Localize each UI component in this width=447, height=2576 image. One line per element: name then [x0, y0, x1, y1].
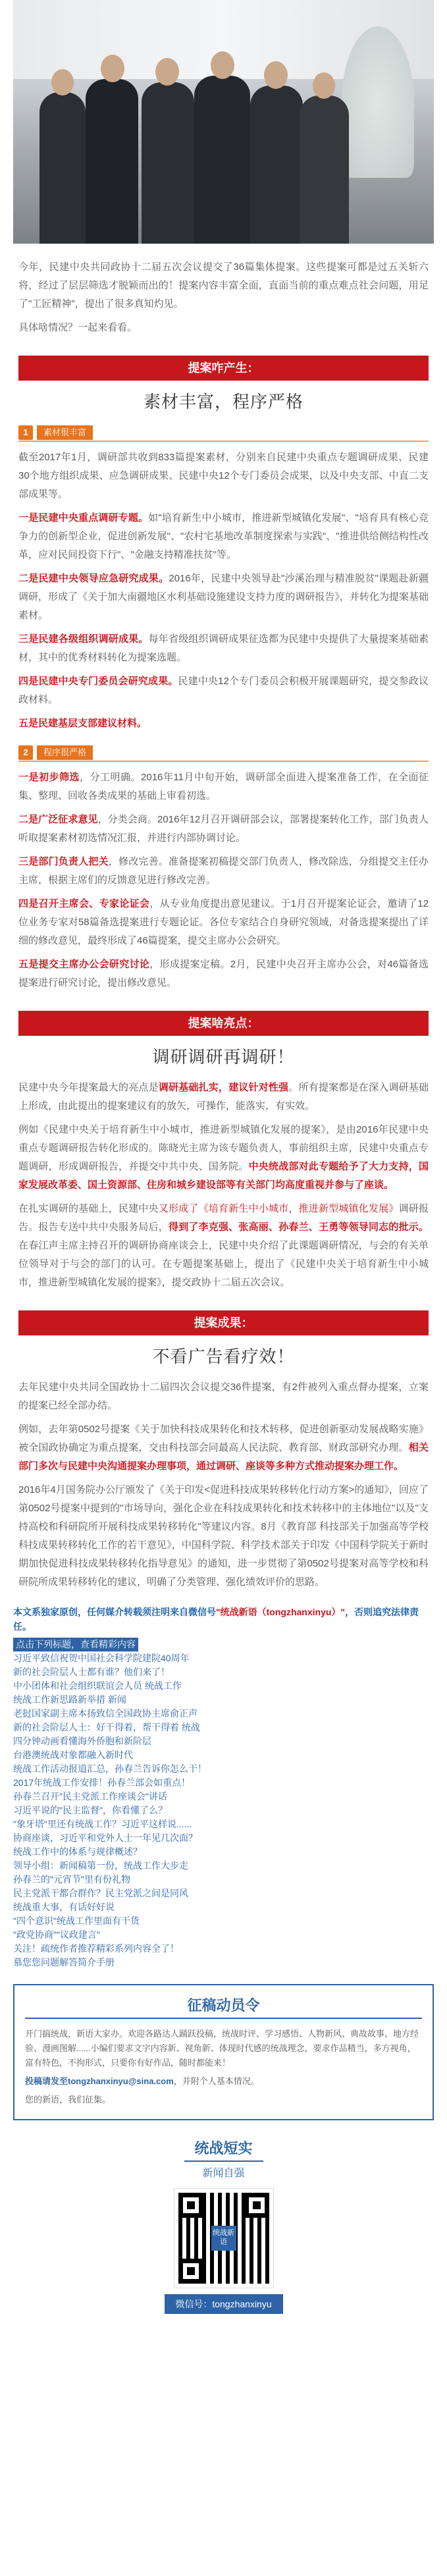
submission-email: 投稿请发至tongzhanxinyu@sina.com，并附个人基本情况。 — [25, 2076, 259, 2086]
related-link[interactable]: 孙春兰召开"民主党派工作座谈会"讲话 — [13, 1791, 167, 1802]
procedure-step: 一是初步筛选，分工明确。2016年11月中旬开始，调研部全面进入提案准备工作，在全面征集、整理、回收各类成果的基础上审看初选。 — [18, 772, 429, 801]
related-link[interactable]: 中小团体和社会组织联谊会人员 统战工作 — [13, 1680, 182, 1691]
divider — [25, 2018, 422, 2019]
related-link[interactable]: 慕您您问题解答简介手册 — [13, 1957, 115, 1968]
related-link[interactable]: 台港澳统战对象都融入新时代 — [13, 1750, 133, 1760]
related-link[interactable]: 关注！疏统作者推荐精彩系列内容全了！ — [13, 1943, 179, 1954]
section-subtitle-origin: 素材丰富，程序严格 — [143, 392, 303, 412]
tag-label: 素材很丰富 — [37, 425, 93, 440]
footer-brand — [0, 2137, 447, 2180]
material-item: 二是民建中央领导应急研究成果。2016年，民建中央领导赴"沙溪治理与精准脱贫"课题赴新疆调研，形成了《关于加大南疆地区水利基础设施建设支持力度的调研报告》，并转化为提案基础素材。 — [18, 573, 429, 621]
intro-paragraph: 今年，民建中央共同政协十二届五次会议提交了36篇集体提案。这些提案可都是过五关斩六将，经过了层层筛选才脱颖而出的！提案内容丰富全面，直面当前的重点难点社会问题，用足了"工匠精神"，提出了很多真知灼见。 — [18, 261, 429, 309]
submission-closing: 您的新语，我们征集。 — [25, 2095, 111, 2105]
related-link[interactable]: "政党协商""议政建言" — [13, 1929, 100, 1940]
hero-photo — [13, 0, 434, 244]
qr-finder-icon — [178, 2259, 203, 2284]
related-link[interactable]: 统战工作中的体系与规律概述？ — [13, 1846, 142, 1857]
material-item: 四是民建中央专门委员会研究成果。民建中央12个专门委员会积极开展课题研究，提交参政议政材料。 — [18, 676, 429, 705]
brand-slogan: 新闻自强 — [202, 2168, 245, 2179]
related-link[interactable]: 协商座谈，习近平和党外人士一年见几次面？ — [13, 1833, 197, 1843]
tag-procedure — [18, 745, 429, 762]
related-link[interactable]: 领导小组：新闻稿第一份，统战工作大步走 — [13, 1860, 188, 1871]
tag-number: 1 — [18, 425, 33, 440]
related-link[interactable]: 老挝国家副主席本扬致信全国政协主席俞正声 — [13, 1708, 197, 1719]
intro-lead: 具体啥情况？一起来看看。 — [18, 322, 138, 333]
related-link[interactable]: 2017年统战工作安排！孙春兰部会如重点！ — [13, 1777, 191, 1788]
brand-name: 统战短实 — [194, 2140, 253, 2157]
related-link[interactable]: 孙春兰的"元宵节"里有份礼物 — [13, 1874, 130, 1885]
qr-finder-icon — [244, 2193, 269, 2218]
highlight-paragraph: 在扎实调研的基础上，民建中央又形成了《培育新生中小城市，推进新型城镇化发展》调研报告。报告专送中共中央服务局后，得到了李克强、张高丽、孙春兰、王勇等领导同志的批示。在春江声主席主持召开的调研协商座谈会上，民建中央介绍了此课题调研情况，与会的有关单位领导对于与会的部门的认可。在专题提案基础上，提出了《民建中央关于培育新生中小城市，推进新型城镇化发展的提案》，提交政协十二届五次会议。 — [18, 1203, 429, 1288]
procedure-step: 三是部门负责人把关，修改完善。准备提案初稿提交部门负责人，修改除选，分组提交主任办主席，根据主席们的反馈意见进行修改完善。 — [18, 856, 429, 886]
tag-number: 2 — [18, 745, 33, 760]
results-paragraph: 2016年4月国务院办公厅颁发了《关于印发<促进科技成果转移转化行动方案>的通知》，回应了第0502号提案中提到的"市场导向，强化企业在科技成果转化和技术转移中的主体地位"以及"支持高校和科研院所开展科技成果转移转化"等建议内容。8月《教育部 科技部关于加强高等学校科技成果转移转化工作的若干意见》，中国科学院、科学技术部关于印发《中国科学院关于新时期加快促进科技成果转移转化指导意见》的通知，进一步贯彻了第0502号提案对高等学校和科研院所成果转移转化的建议，明确了分类管理、强化绩效评价的思路。 — [18, 1484, 429, 1588]
submission-text: 开门搞统战，新语大家办。欢迎各路达人踊跃投稿，统战时评、学习感悟、人物新风、典故故事、地方经验、漫画图解......小编们要求文字内容新、视角新、体现时代感的统战理念，要求作品精当，多方视角，富有特色，不拘形式，只要你有好作品，随时都能来！ — [25, 2029, 419, 2068]
related-link[interactable]: 四分钟动画看懂海外侨胞和新阶层 — [13, 1736, 151, 1746]
results-paragraph: 例如，去年第0502号提案《关于加快科技成果转化和技术转移，促进创新驱动发展战略实施》被全国政协确定为重点提案，交由科技部会同最高人民法院、教育部、财政部研究办理。相关部门多次与民建中央沟通提案办理事项，通过调研、座谈等多种方式推动提案办理工作。 — [18, 1424, 429, 1472]
qr-code[interactable] — [174, 2189, 273, 2288]
section-banner-origin: 提案咋产生： — [18, 356, 429, 381]
material-item: 一是民建中央重点调研专题。如"培育新生中小城市，推进新型城镇化发展"、"培育具有核心竞争力的创新型企业，促进创新发展"、"农村宅基地改革制度探索与实践"、"推进供给侧结构性改革，应对民间投资下行"、"金融支持精准扶贫"等。 — [18, 512, 429, 560]
related-links-header: 点击下列标题，查看精彩内容 — [13, 1638, 138, 1651]
related-link[interactable]: 习近平致信祝贺中国社会科学院建院40周年 — [13, 1653, 190, 1663]
submission-title: 征稿动员令 — [187, 1997, 260, 2014]
material-item: 三是民建各级组织调研成果。每年省级组织调研成果征选都为民建中央提供了大量提案基础素材，其中的优秀材料转化为提案选题。 — [18, 633, 429, 663]
related-link[interactable]: 民主党派干都合群作？民主党派之间是同风 — [13, 1888, 188, 1898]
related-links — [13, 1638, 434, 1970]
material-summary: 截至2017年1月，调研部共收到833篇提案素材，分别来自民建中央重点专题调研成果、民建30个地方组织成果、应急调研成果、民建中央12个专门委员会成果，以及中央支部、中直二支部成果等。 — [18, 452, 429, 500]
related-link[interactable]: "四个意识"统战工作里面有干货 — [13, 1916, 140, 1926]
related-link[interactable]: 新的社会阶层人士都有谁？他们来了！ — [13, 1667, 170, 1677]
email-link[interactable]: tongzhanxinyu@sina.com — [68, 2076, 174, 2086]
section-banner-results: 提案成果： — [18, 1310, 429, 1335]
submission-call — [13, 1984, 434, 2120]
related-link[interactable]: 习近平说的"民主监督"，你看懂了么？ — [13, 1805, 167, 1815]
results-paragraph: 去年民建中央共同全国政协十二届四次会议提交36件提案，有2件被列入重点督办提案，立案的提案已经全部办结。 — [18, 1382, 429, 1411]
divider — [184, 2160, 263, 2162]
procedure-step: 五是提交主席办公会研究讨论，形成提案定稿。2月，民建中央召开主席办公会，对46篇备选提案进行研究讨论，提出修改意见。 — [18, 959, 429, 988]
wechat-id-badge: 微信号：tongzhanxinyu — [165, 2294, 283, 2314]
section-subtitle-results: 不看广告看疗效！ — [152, 1347, 295, 1366]
related-link[interactable]: 统战重大事，有话好好说 — [13, 1902, 115, 1912]
procedure-step: 二是广泛征求意见，分类会商。2016年12月召开调研部会议，部署提案转化工作，部门负责人听取提案素材初选情况汇报，并进行内部协调讨论。 — [18, 814, 429, 844]
highlight-paragraph: 例如《民建中央关于培育新生中小城市，推进新型城镇化发展的提案》，是由2016年民建中央重点专题调研报告转化形成的。陈晓光主席为该专题负责人，事前组织主席，民建中央重点专题调研，形成调研报告，并提交中共中央、国务院。中央统战部对此专题给予了大力支持，国家发展改革委、国土资源部、住房和城乡建设部等有关部门均高度重视并参与了座谈。 — [18, 1124, 429, 1191]
related-link[interactable]: 统战工作新思路新举措 新闻 — [13, 1694, 126, 1705]
copyright-notice: 本文系独家原创，任何媒介转载须注明来自微信号"统战新语（tongzhanxinyu）"，否则追究法律责任。 — [13, 1607, 419, 1632]
procedure-step: 四是召开主席会、专家论证会，从专业角度提出意见建议。于1月召开提案论证会，邀请了12位业务专家对58篇备选提案进行专题论证。各位专家结合自身研究领域，对备选提案提出了详细的修改意见，最终形成了46篇提案，提交主席办公会研究。 — [18, 898, 429, 946]
highlight-paragraph: 民建中央今年提案最大的亮点是调研基础扎实，建议针对性强。所有提案都是在深入调研基础上形成，由此提出的提案建议有的放矢，可操作，能落实，有实效。 — [18, 1082, 429, 1112]
related-link[interactable]: 统战工作活动报道汇总，孙春兰告诉你怎么干！ — [13, 1763, 207, 1774]
qr-finder-icon — [178, 2193, 203, 2218]
tag-label: 程序很严格 — [37, 745, 93, 760]
qr-logo: 统战新语 — [211, 2226, 236, 2251]
related-link[interactable]: 新的社会阶层人士：好干得着，帮干得着 统战 — [13, 1722, 200, 1732]
tag-material — [18, 425, 429, 442]
related-link[interactable]: "象牙塔"里还有统战工作？习近平这样说...... — [13, 1819, 192, 1829]
section-subtitle-highlight: 调研调研再调研！ — [152, 1047, 295, 1067]
section-banner-highlight: 提案啥亮点： — [18, 1011, 429, 1036]
material-item: 五是民建基层支部建议材料。 — [18, 718, 147, 729]
